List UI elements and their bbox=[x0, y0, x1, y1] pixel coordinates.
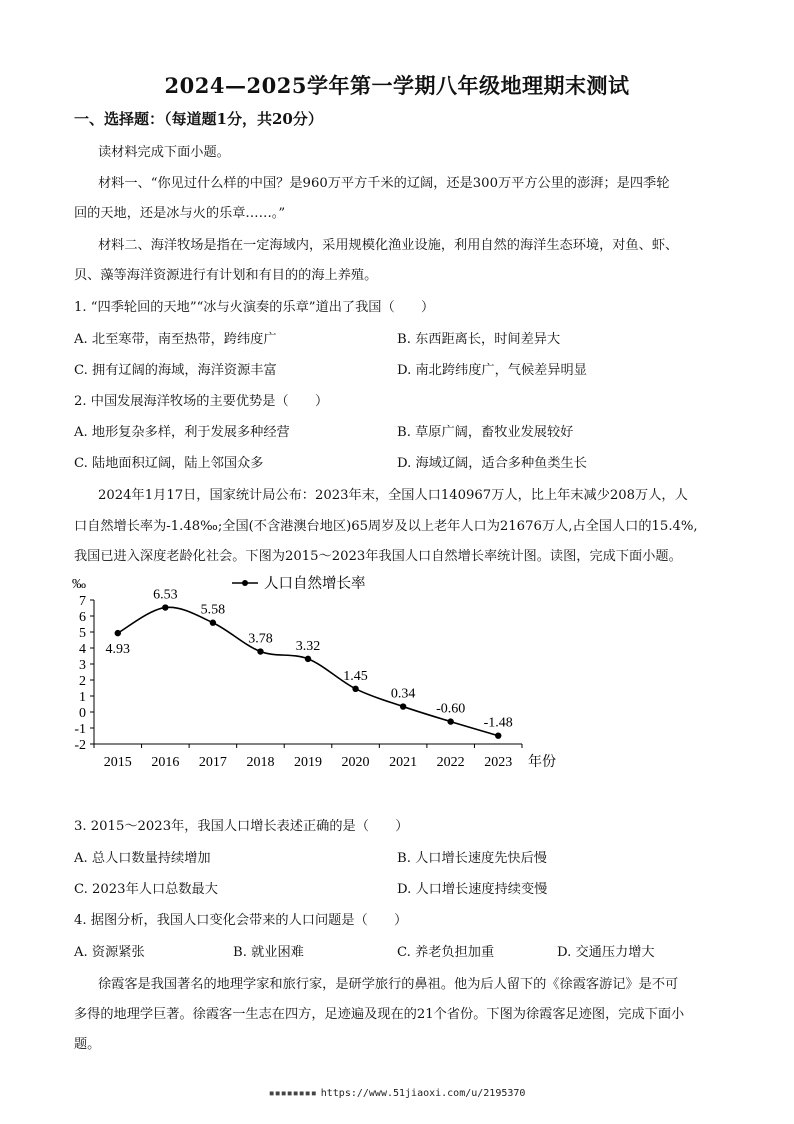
question3-option-a[interactable]: A. 总人口数量持续增加 bbox=[74, 851, 211, 866]
question3-option-b[interactable]: B. 人口增长速度先快后慢 bbox=[397, 851, 547, 866]
question4-option-a[interactable]: A. 资源紧张 bbox=[74, 945, 145, 960]
data-point bbox=[162, 604, 168, 610]
question2-option-b[interactable]: B. 草原广阔，畜牧业发展较好 bbox=[397, 425, 574, 440]
y-tick-label: -2 bbox=[74, 738, 86, 753]
data-value-label: 4.93 bbox=[105, 642, 131, 658]
data-value-label: -1.48 bbox=[483, 715, 513, 731]
data-point bbox=[352, 686, 358, 692]
y-tick-label: -1 bbox=[74, 722, 86, 737]
x-tick-label: 2016 bbox=[151, 755, 180, 770]
data-point bbox=[400, 703, 406, 709]
x-tick-label: 2023 bbox=[484, 755, 513, 770]
x-tick-label: 2022 bbox=[436, 755, 465, 770]
question3-option-d[interactable]: D. 人口增长速度持续变慢 bbox=[397, 882, 548, 897]
population-intro-line1: 2024年1月17日，国家统计局公布：2023年末，全国人口140967万人，比上年末减少208万人，人 bbox=[98, 488, 688, 503]
x-tick-label: 2021 bbox=[389, 755, 418, 770]
material1-line1: 材料一、“你见过什么样的中国？是960万平方千米的辽阔，还是300万平方公里的澎湃；是四季轮 bbox=[98, 176, 670, 191]
footer-url[interactable]: https://www.51jiaoxi.com/u/2195370 bbox=[320, 1088, 526, 1099]
y-tick-label: 3 bbox=[79, 658, 86, 673]
y-tick-label: 4 bbox=[79, 642, 86, 657]
question4-option-d[interactable]: D. 交通压力增大 bbox=[557, 945, 655, 960]
legend bbox=[232, 575, 366, 592]
data-value-label: 1.45 bbox=[343, 668, 368, 684]
footer bbox=[0, 1088, 794, 1099]
question3-stem: 3. 2015～2023年，我国人口增长表述正确的是（ ） bbox=[74, 819, 409, 834]
y-tick-label: 6 bbox=[79, 610, 86, 625]
data-value-label: -0.60 bbox=[436, 701, 466, 717]
data-point bbox=[210, 620, 216, 626]
question4-option-c[interactable]: C. 养老负担加重 bbox=[397, 945, 495, 960]
x-tick-label: 2020 bbox=[341, 755, 370, 770]
y-axis-unit: ‰ bbox=[72, 577, 86, 592]
y-tick-label: 5 bbox=[79, 626, 86, 641]
data-point bbox=[115, 630, 121, 636]
y-tick-label: 0 bbox=[79, 706, 86, 721]
xuxiake-intro-line3: 题。 bbox=[74, 1037, 101, 1052]
data-point bbox=[447, 718, 453, 724]
population-intro-line3: 我国已进入深度老龄化社会。下图为2015～2023年我国人口自然增长率统计图。读图，完成下面小题。 bbox=[74, 549, 682, 564]
question2-option-c[interactable]: C. 陆地面积辽阔，陆上邻国众多 bbox=[74, 456, 264, 471]
question2-stem: 2. 中国发展海洋牧场的主要优势是（ ） bbox=[74, 394, 329, 409]
reading-instruction: 读材料完成下面小题。 bbox=[98, 145, 230, 160]
question1-option-c[interactable]: C. 拥有辽阔的海域，海洋资源丰富 bbox=[74, 363, 277, 378]
data-value-label: 5.58 bbox=[200, 602, 226, 618]
question4-stem: 4. 据图分析，我国人口变化会带来的人口问题是（ ） bbox=[74, 913, 408, 928]
material2-line2: 贝、藻等海洋资源进行有计划和有目的的海上养殖。 bbox=[74, 268, 378, 283]
question1-option-b[interactable]: B. 东西距离长，时间差异大 bbox=[397, 332, 561, 347]
material2-line1: 材料二、海洋牧场是指在一定海域内，采用规模化渔业设施，利用自然的海洋生态环境，对鱼、虾、 bbox=[98, 238, 679, 253]
legend-dot-marker bbox=[242, 580, 248, 586]
x-tick-label: 2019 bbox=[294, 755, 322, 770]
data-value-label: 3.32 bbox=[295, 638, 321, 654]
question2-option-d[interactable]: D. 海域辽阔，适合多种鱼类生长 bbox=[397, 456, 587, 471]
question1-option-d[interactable]: D. 南北跨纬度广，气候差异明显 bbox=[397, 363, 587, 378]
population-growth-chart bbox=[60, 572, 580, 782]
data-point bbox=[495, 732, 501, 738]
question1-option-a[interactable]: A. 北至寒带，南至热带，跨纬度广 bbox=[74, 332, 277, 347]
question4-option-b[interactable]: B. 就业困难 bbox=[233, 945, 304, 960]
footer-watermark-dots: ▪▪▪▪▪▪▪▪ bbox=[268, 1088, 317, 1099]
data-value-label: 0.34 bbox=[390, 686, 416, 702]
data-value-label: 3.78 bbox=[248, 631, 273, 647]
xuxiake-intro-line1: 徐霞客是我国著名的地理学家和旅行家，是研学旅行的鼻祖。他为后人留下的《徐霞客游记》是不可 bbox=[98, 977, 679, 992]
population-intro-line2: 口自然增长率为-1.48‰;全国(不含港澳台地区)65周岁及以上老年人口为21676万人,占全国人口的15.4%, bbox=[74, 519, 698, 534]
section-heading: 一、选择题：（每道题1分，共20分） bbox=[74, 110, 323, 128]
data-value-label: 6.53 bbox=[153, 587, 178, 603]
x-tick-label: 2015 bbox=[103, 755, 132, 770]
x-tick-label: 2018 bbox=[246, 755, 275, 770]
question3-option-c[interactable]: C. 2023年人口总数最大 bbox=[74, 882, 218, 897]
legend-label: 人口自然增长率 bbox=[264, 576, 366, 592]
data-point bbox=[305, 656, 311, 662]
question2-option-a[interactable]: A. 地形复杂多样，利于发展多种经营 bbox=[74, 425, 290, 440]
xuxiake-intro-line2: 多得的地理学巨著。徐霞客一生志在四方，足迹遍及现在的21个省份。下图为徐霞客足迹图，完成下面小 bbox=[74, 1007, 685, 1022]
x-tick-label: 2017 bbox=[198, 755, 227, 770]
y-tick-label: 1 bbox=[79, 690, 86, 705]
question1-stem: 1. “四季轮回的天地”“冰与火演奏的乐章”道出了我国（ ） bbox=[74, 300, 435, 315]
page-title: 2024—2025学年第一学期八年级地理期末测试 bbox=[164, 73, 630, 98]
y-tick-label: 7 bbox=[79, 594, 86, 609]
x-axis-label: 年份 bbox=[528, 755, 556, 770]
material1-line2: 回的天地，还是冰与火的乐章……。” bbox=[74, 206, 286, 221]
y-tick-label: 2 bbox=[79, 674, 86, 689]
data-point bbox=[257, 648, 263, 654]
